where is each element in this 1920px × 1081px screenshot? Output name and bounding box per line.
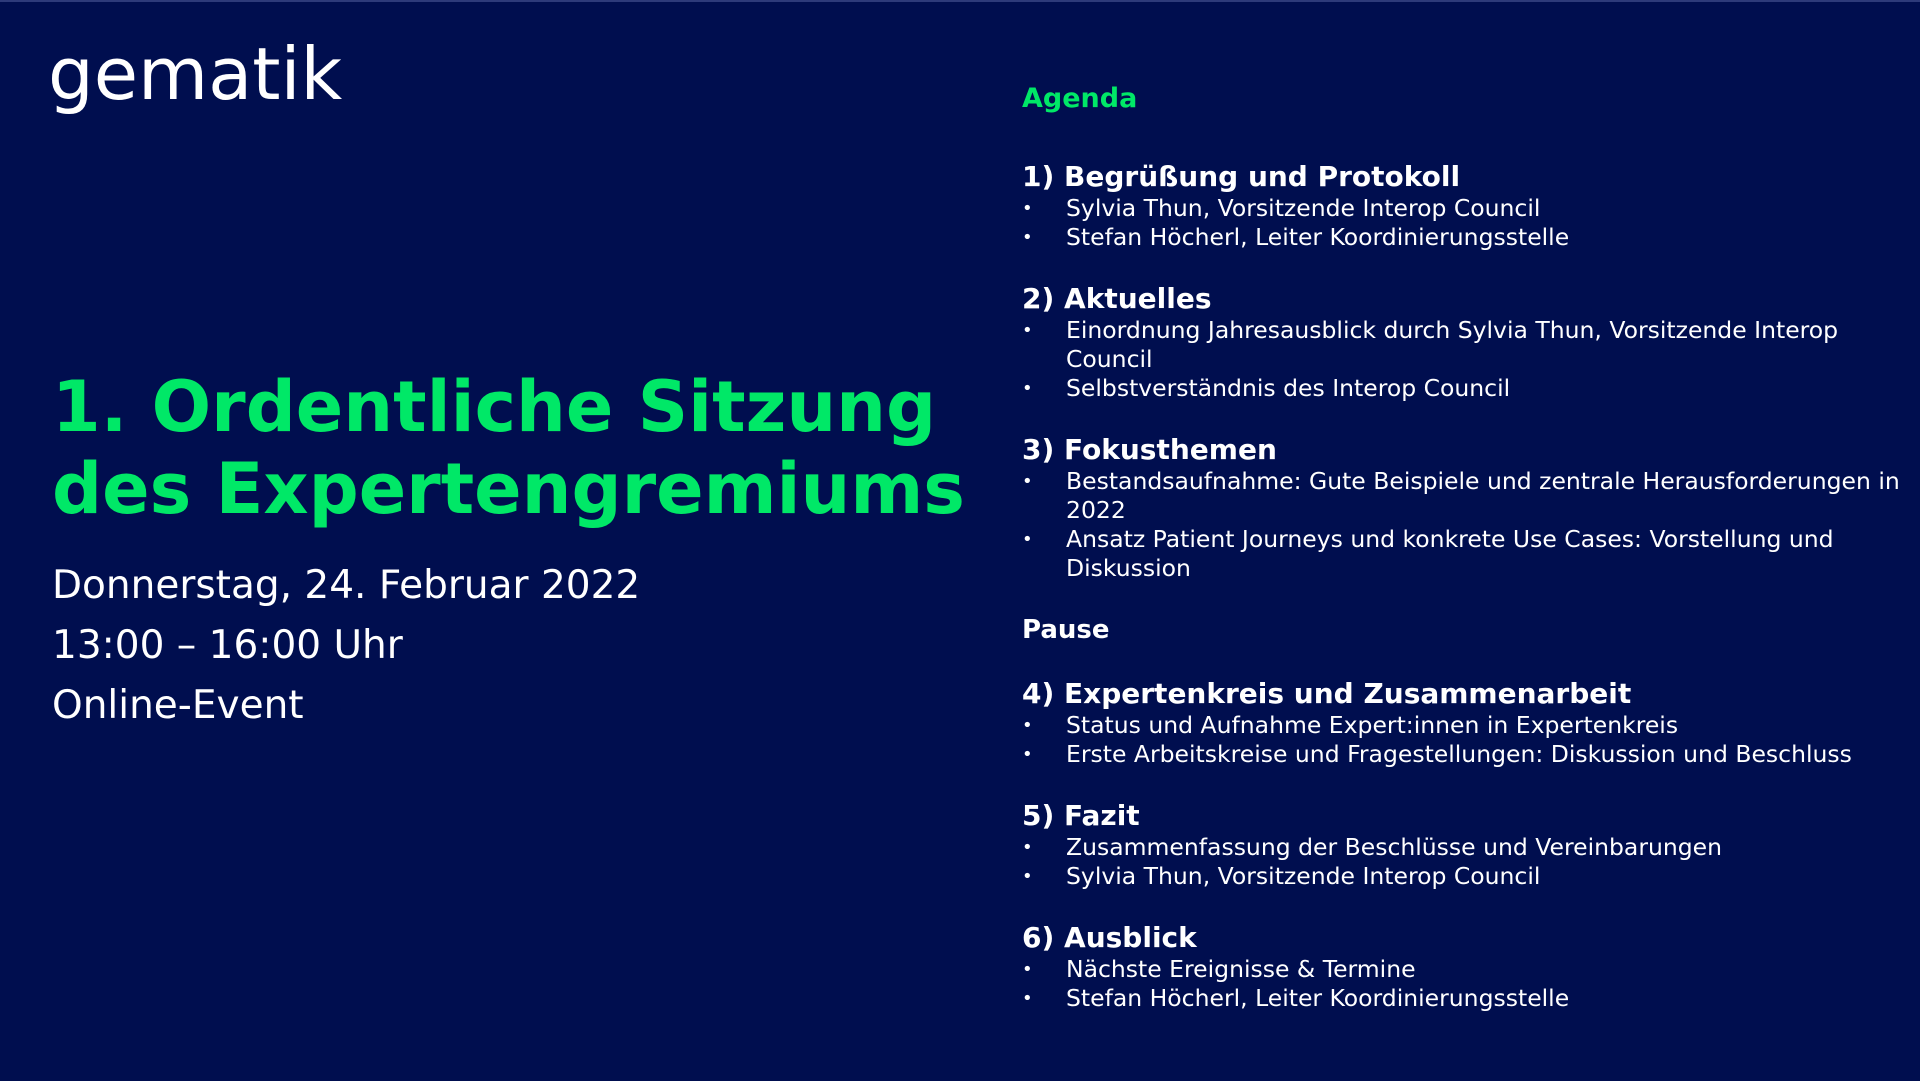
agenda-section-6 <box>1022 921 1902 1013</box>
event-time: 13:00 – 16:00 Uhr <box>52 623 403 668</box>
agenda-item-list <box>1022 711 1902 769</box>
bullet-icon: • <box>1022 227 1033 248</box>
bullet-icon: • <box>1022 471 1033 492</box>
agenda-item-text: Selbstverständnis des Interop Council <box>1066 374 1511 402</box>
agenda-item <box>1022 223 1902 252</box>
agenda-section-2 <box>1022 282 1902 403</box>
agenda-pause: Pause <box>1022 615 1110 645</box>
agenda-section-title: 2) Aktuelles <box>1022 282 1212 315</box>
agenda-section-title: 1) Begrüßung und Protokoll <box>1022 160 1461 193</box>
agenda-item <box>1022 525 1902 583</box>
agenda-heading: Agenda <box>1022 83 1138 114</box>
bullet-icon: • <box>1022 866 1033 887</box>
slide-title-line-2: des Expertengremiums <box>52 448 965 530</box>
agenda-item <box>1022 955 1902 984</box>
agenda-section-1 <box>1022 160 1902 252</box>
slide-title <box>52 366 1002 530</box>
agenda-item <box>1022 194 1902 223</box>
agenda-item-text: Bestandsaufnahme: Gute Beispiele und zentrale Herausforderungen in 2022 <box>1066 467 1900 524</box>
agenda-item <box>1022 833 1902 862</box>
agenda-item-text: Stefan Höcherl, Leiter Koordinierungsstelle <box>1066 984 1570 1012</box>
event-location: Online-Event <box>52 683 304 728</box>
agenda-panel <box>1022 80 1902 1043</box>
agenda-item-text: Einordnung Jahresausblick durch Sylvia Thun, Vorsitzende Interop Council <box>1066 316 1839 373</box>
agenda-item-list <box>1022 467 1902 583</box>
agenda-item <box>1022 374 1902 403</box>
agenda-item <box>1022 984 1902 1013</box>
agenda-item <box>1022 316 1902 374</box>
bullet-icon: • <box>1022 378 1033 399</box>
agenda-item <box>1022 740 1902 769</box>
bullet-icon: • <box>1022 320 1033 341</box>
bullet-icon: • <box>1022 744 1033 765</box>
agenda-section-3 <box>1022 433 1902 583</box>
bullet-icon: • <box>1022 715 1033 736</box>
top-divider <box>0 0 1920 2</box>
agenda-item-list <box>1022 316 1902 403</box>
event-date: Donnerstag, 24. Februar 2022 <box>52 563 641 608</box>
slide-title-line-1: 1. Ordentliche Sitzung <box>52 366 937 448</box>
event-details <box>52 556 640 736</box>
bullet-icon: • <box>1022 198 1033 219</box>
agenda-section-4 <box>1022 677 1902 769</box>
agenda-item-text: Sylvia Thun, Vorsitzende Interop Council <box>1066 194 1541 222</box>
agenda-item <box>1022 862 1902 891</box>
agenda-section-title: 5) Fazit <box>1022 799 1140 832</box>
agenda-item-text: Stefan Höcherl, Leiter Koordinierungsstelle <box>1066 223 1570 251</box>
bullet-icon: • <box>1022 988 1033 1009</box>
agenda-item-text: Nächste Ereignisse & Termine <box>1066 955 1416 983</box>
agenda-item <box>1022 467 1902 525</box>
agenda-item-text: Zusammenfassung der Beschlüsse und Vereinbarungen <box>1066 833 1723 861</box>
bullet-icon: • <box>1022 959 1033 980</box>
agenda-item-text: Status und Aufnahme Expert:innen in Expertenkreis <box>1066 711 1679 739</box>
agenda-section-5 <box>1022 799 1902 891</box>
bullet-icon: • <box>1022 837 1033 858</box>
agenda-item-list <box>1022 955 1902 1013</box>
agenda-item-list <box>1022 833 1902 891</box>
agenda-item <box>1022 711 1902 740</box>
agenda-section-title: 4) Expertenkreis und Zusammenarbeit <box>1022 677 1632 710</box>
agenda-item-text: Ansatz Patient Journeys und konkrete Use Cases: Vorstellung und Diskussion <box>1066 525 1834 582</box>
bullet-icon: • <box>1022 529 1033 550</box>
gematik-logo: gematik <box>48 32 343 116</box>
agenda-item-text: Erste Arbeitskreise und Fragestellungen: Diskussion und Beschluss <box>1066 740 1852 768</box>
agenda-section-title: 3) Fokusthemen <box>1022 433 1277 466</box>
agenda-item-text: Sylvia Thun, Vorsitzende Interop Council <box>1066 862 1541 890</box>
agenda-section-title: 6) Ausblick <box>1022 921 1197 954</box>
agenda-item-list <box>1022 194 1902 252</box>
